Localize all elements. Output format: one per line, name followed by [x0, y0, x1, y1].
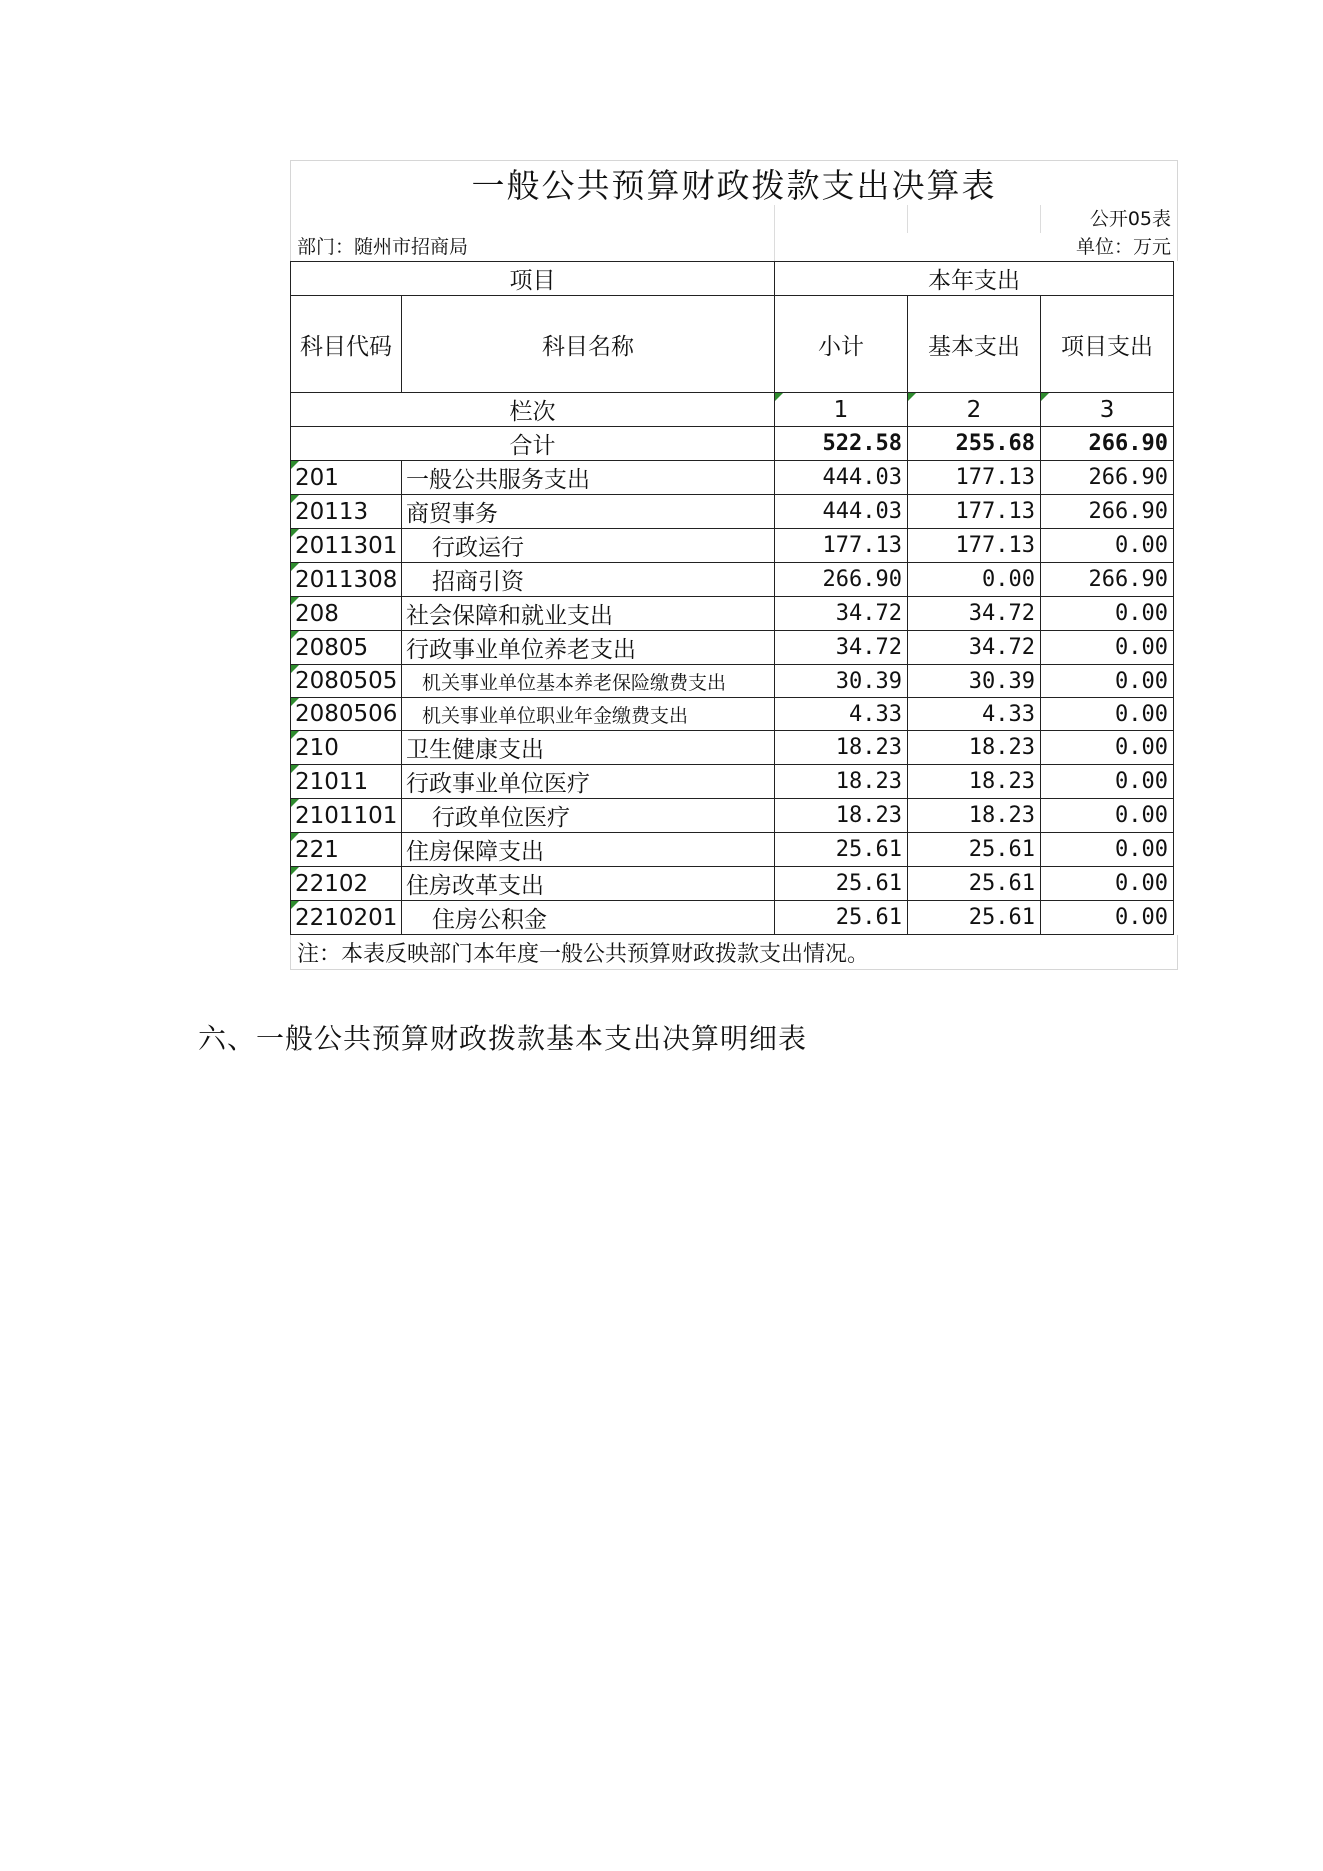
column-number-row [291, 393, 1174, 427]
subtotal-cell: 30.39 [775, 665, 908, 698]
table-row [291, 495, 1174, 529]
table-row [291, 698, 1174, 731]
project-cell: 0.00 [1041, 731, 1174, 765]
subject-code-cell: 2011308 [291, 563, 402, 597]
table-row [291, 867, 1174, 901]
total-row [291, 427, 1174, 461]
subtotal-cell: 444.03 [775, 461, 908, 495]
subject-name-cell: 招商引资 [402, 563, 775, 597]
unit-label: 单位：万元 [1075, 236, 1171, 258]
subject-code-cell: 20805 [291, 631, 402, 665]
subject-name-cell: 一般公共服务支出 [402, 461, 775, 495]
header-current-year: 本年支出 [775, 262, 1174, 296]
subject-name-cell: 卫生健康支出 [402, 731, 775, 765]
basic-cell: 177.13 [908, 495, 1041, 529]
subject-code-cell: 2080505 [291, 665, 402, 698]
header-project-exp: 项目支出 [1041, 296, 1174, 393]
subject-name-cell: 行政运行 [402, 529, 775, 563]
department-row [290, 233, 1178, 261]
project-cell: 266.90 [1041, 563, 1174, 597]
total-subtotal: 522.58 [775, 427, 908, 461]
table-row [291, 901, 1174, 935]
table-row [291, 597, 1174, 631]
table-row [291, 631, 1174, 665]
basic-cell: 177.13 [908, 461, 1041, 495]
subject-name-cell: 行政事业单位医疗 [402, 765, 775, 799]
table-row [291, 665, 1174, 698]
project-cell: 0.00 [1041, 665, 1174, 698]
basic-cell: 25.61 [908, 901, 1041, 935]
table-row [291, 529, 1174, 563]
total-basic: 255.68 [908, 427, 1041, 461]
basic-cell: 34.72 [908, 631, 1041, 665]
subject-name-cell: 社会保障和就业支出 [402, 597, 775, 631]
subject-code-cell: 208 [291, 597, 402, 631]
project-cell: 0.00 [1041, 597, 1174, 631]
subject-name-cell: 商贸事务 [402, 495, 775, 529]
project-cell: 0.00 [1041, 765, 1174, 799]
subtotal-cell: 266.90 [775, 563, 908, 597]
basic-cell: 34.72 [908, 597, 1041, 631]
table-title: 一般公共预算财政拨款支出决算表 [290, 160, 1178, 205]
subject-name-cell: 行政事业单位养老支出 [402, 631, 775, 665]
subject-name-cell: 住房公积金 [402, 901, 775, 935]
table-row [291, 563, 1174, 597]
column-number-label: 栏次 [291, 393, 775, 427]
subject-code-cell: 221 [291, 833, 402, 867]
table-row [291, 799, 1174, 833]
subtotal-cell: 25.61 [775, 867, 908, 901]
column-number-3: 3 [1041, 393, 1174, 427]
total-label: 合计 [291, 427, 775, 461]
table-row [291, 461, 1174, 495]
header-project: 项目 [291, 262, 775, 296]
header-basic: 基本支出 [908, 296, 1041, 393]
subtotal-cell: 25.61 [775, 901, 908, 935]
subject-code-cell: 2101101 [291, 799, 402, 833]
subject-code-cell: 22102 [291, 867, 402, 901]
header-row-1 [291, 262, 1174, 296]
table-row [291, 765, 1174, 799]
table-code-row [290, 205, 1178, 233]
subject-code-cell: 2080506 [291, 698, 402, 731]
project-cell: 266.90 [1041, 495, 1174, 529]
subject-code-cell: 21011 [291, 765, 402, 799]
project-cell: 0.00 [1041, 529, 1174, 563]
basic-cell: 18.23 [908, 765, 1041, 799]
subtotal-cell: 4.33 [775, 698, 908, 731]
header-subject-code: 科目代码 [291, 296, 402, 393]
table-row [291, 731, 1174, 765]
project-cell: 0.00 [1041, 698, 1174, 731]
subject-name-cell: 机关事业单位职业年金缴费支出 [402, 698, 775, 731]
grid-line [774, 205, 775, 233]
subtotal-cell: 34.72 [775, 597, 908, 631]
header-row-2 [291, 296, 1174, 393]
expenditure-table-sheet [290, 160, 1178, 970]
subtotal-cell: 18.23 [775, 731, 908, 765]
table-code: 公开05表 [1089, 208, 1171, 230]
header-subject-name: 科目名称 [402, 296, 775, 393]
basic-cell: 4.33 [908, 698, 1041, 731]
grid-line [1040, 205, 1041, 233]
subtotal-cell: 34.72 [775, 631, 908, 665]
subtotal-cell: 25.61 [775, 833, 908, 867]
basic-cell: 0.00 [908, 563, 1041, 597]
subject-code-cell: 201 [291, 461, 402, 495]
basic-cell: 25.61 [908, 867, 1041, 901]
subject-name-cell: 行政单位医疗 [402, 799, 775, 833]
subject-name-cell: 住房改革支出 [402, 867, 775, 901]
basic-cell: 30.39 [908, 665, 1041, 698]
subject-code-cell: 210 [291, 731, 402, 765]
basic-cell: 25.61 [908, 833, 1041, 867]
table-row [291, 833, 1174, 867]
project-cell: 0.00 [1041, 867, 1174, 901]
subtotal-cell: 18.23 [775, 765, 908, 799]
department-label: 部门：随州市招商局 [297, 236, 469, 258]
subtotal-cell: 177.13 [775, 529, 908, 563]
project-cell: 266.90 [1041, 461, 1174, 495]
project-cell: 0.00 [1041, 631, 1174, 665]
project-cell: 0.00 [1041, 901, 1174, 935]
grid-line [774, 233, 775, 261]
subject-code-cell: 2011301 [291, 529, 402, 563]
basic-cell: 18.23 [908, 799, 1041, 833]
subtotal-cell: 18.23 [775, 799, 908, 833]
project-cell: 0.00 [1041, 833, 1174, 867]
basic-cell: 18.23 [908, 731, 1041, 765]
project-cell: 0.00 [1041, 799, 1174, 833]
subject-code-cell: 20113 [291, 495, 402, 529]
total-project: 266.90 [1041, 427, 1174, 461]
subject-code-cell: 2210201 [291, 901, 402, 935]
table-note: 注：本表反映部门本年度一般公共预算财政拨款支出情况。 [290, 935, 1178, 970]
subject-name-cell: 机关事业单位基本养老保险缴费支出 [402, 665, 775, 698]
section-heading: 六、一般公共预算财政拨款基本支出决算明细表 [198, 1022, 808, 1055]
basic-cell: 177.13 [908, 529, 1041, 563]
subject-name-cell: 住房保障支出 [402, 833, 775, 867]
grid-line [907, 205, 908, 233]
column-number-2: 2 [908, 393, 1041, 427]
header-subtotal: 小计 [775, 296, 908, 393]
column-number-1: 1 [775, 393, 908, 427]
expenditure-table [290, 261, 1174, 935]
subtotal-cell: 444.03 [775, 495, 908, 529]
